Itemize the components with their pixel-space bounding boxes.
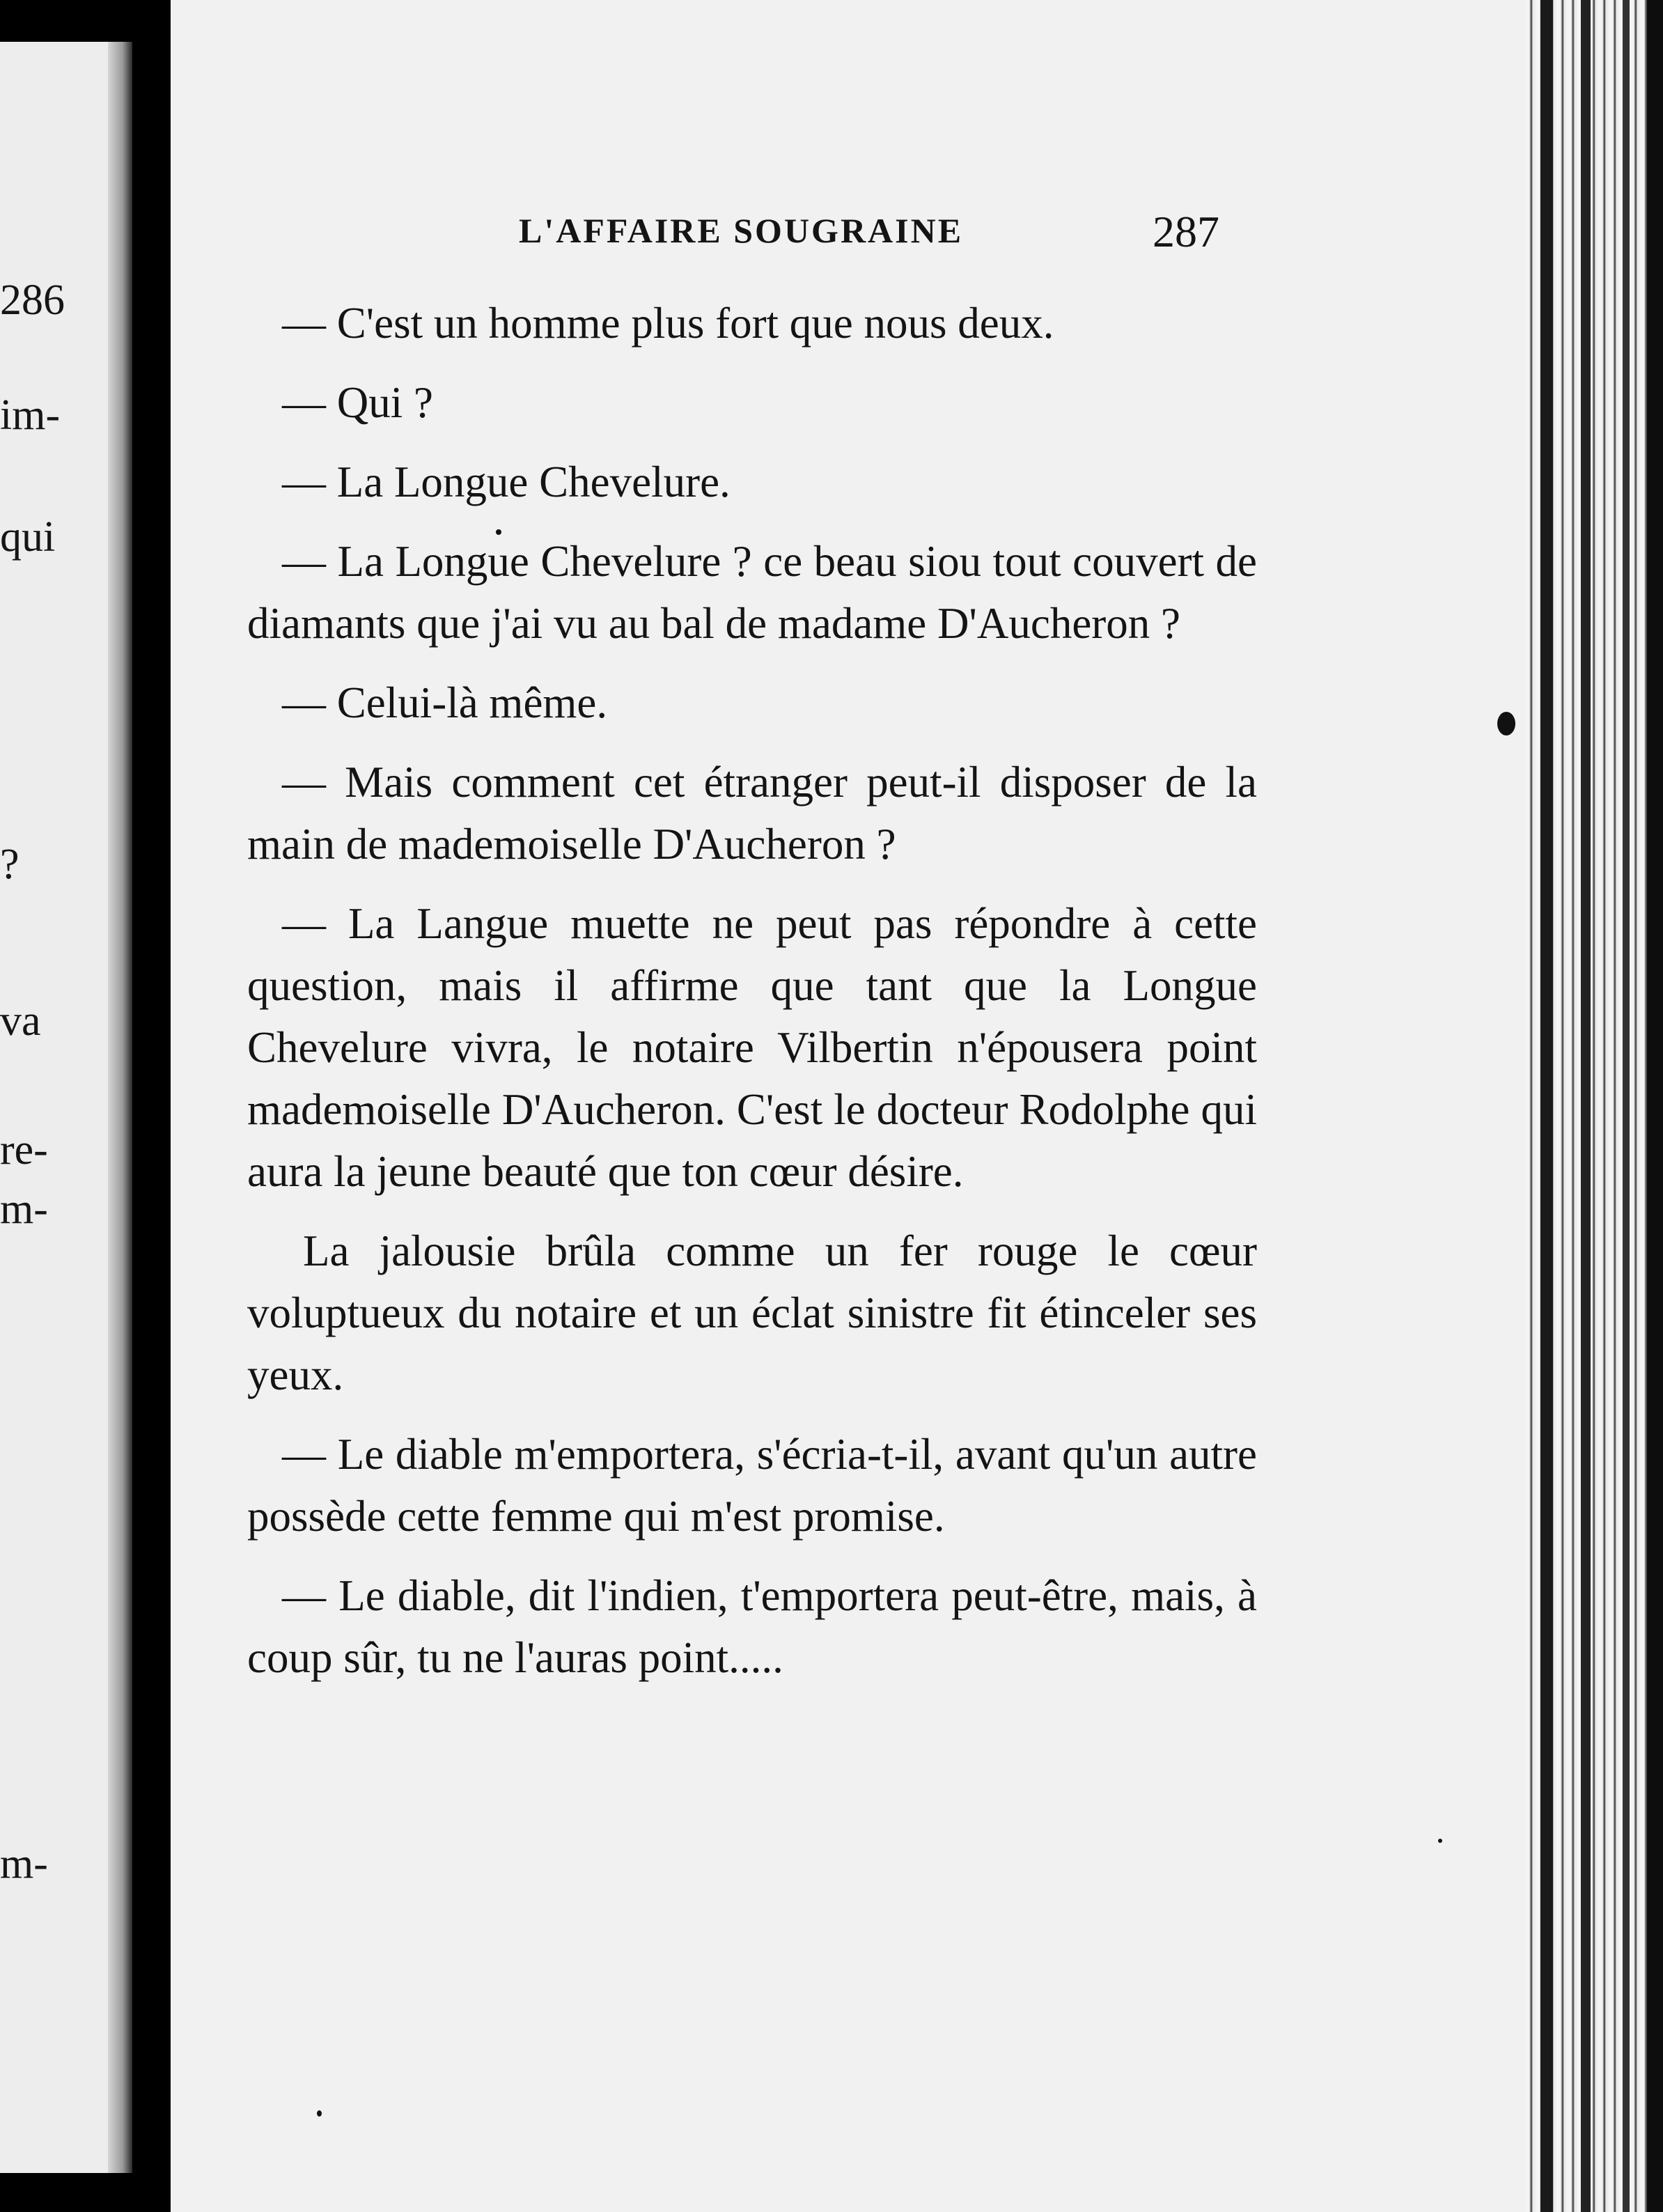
previous-page-fragment: m- — [0, 1185, 48, 1233]
previous-page-fragment: im- — [0, 391, 61, 439]
paragraph: La jalousie brûla comme un fer rouge le cœur voluptueux du notaire et un éclat sinistre fit étinceler ses yeux. — [247, 1226, 1257, 1399]
previous-page-number: 286 — [0, 276, 65, 324]
running-head — [171, 206, 1525, 255]
previous-page — [0, 42, 132, 2173]
book-gutter — [132, 0, 171, 2212]
previous-page-fragment: re- — [0, 1126, 48, 1174]
current-page — [171, 0, 1525, 2212]
ink-speck — [1497, 712, 1515, 735]
previous-page-fragment: qui — [0, 513, 56, 561]
previous-page-fragment: ? — [0, 841, 19, 888]
paragraph: — Celui-là même. — [282, 678, 608, 727]
paragraph: — La Longue Chevelure ? ce beau siou tout couvert de diamants que j'ai vu au bal de madame D'Aucheron ? — [247, 537, 1257, 648]
page-edges — [1525, 0, 1663, 2212]
paragraph: — C'est un homme plus fort que nous deux. — [282, 299, 1054, 348]
paragraph: — Le diable, dit l'indien, t'emportera peut-être, mais, à coup sûr, tu ne l'auras point..... — [247, 1571, 1257, 1682]
ink-speck — [496, 529, 501, 535]
running-head-title: L'AFFAIRE SOUGRAINE — [519, 211, 964, 250]
page-number: 287 — [1153, 207, 1219, 256]
paragraph: — La Longue Chevelure. — [282, 458, 731, 506]
previous-page-edge — [108, 42, 132, 2173]
ink-speck — [317, 2110, 322, 2117]
paragraph: — La Langue muette ne peut pas répondre à cette question, mais il affirme que tant que la Longue Chevelure vivra, le notaire Vilbertin n'épousera point mademoiselle D'Aucheron. C'est le docteur Rodolphe qui aura la jeune beauté que ton cœur désire. — [247, 899, 1257, 1196]
previous-page-fragment: va — [0, 997, 41, 1045]
previous-page-fragment: m- — [0, 1840, 48, 1887]
body-text — [247, 293, 1257, 1706]
paragraph: — Qui ? — [282, 378, 433, 427]
paragraph: — Mais comment cet étranger peut-il disposer de la main de mademoiselle D'Aucheron ? — [247, 758, 1257, 869]
ink-speck — [1438, 1839, 1442, 1843]
paragraph: — Le diable m'emportera, s'écria-t-il, avant qu'un autre possède cette femme qui m'est promise. — [247, 1430, 1257, 1541]
